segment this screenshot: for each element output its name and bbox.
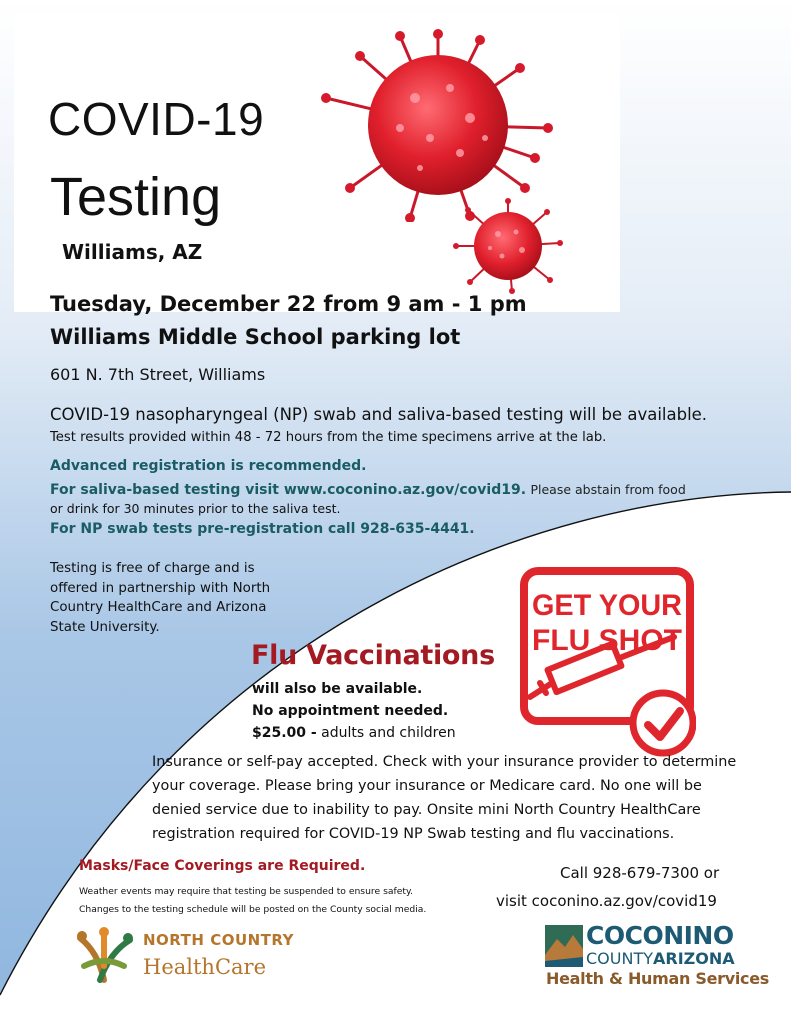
county-word: COUNTY	[586, 949, 653, 968]
location: Williams, AZ	[62, 240, 203, 264]
event-address: 601 N. 7th Street, Williams	[50, 365, 266, 384]
contact-phone: Call 928-679-7300 or	[560, 864, 720, 882]
flu-price-value: $25.00 -	[252, 725, 317, 741]
north-country-name: NORTH COUNTRY	[143, 931, 295, 949]
event-venue: Williams Middle School parking lot	[50, 325, 461, 349]
masks-required: Masks/Face Coverings are Required.	[79, 858, 366, 874]
health-human-services: Health & Human Services	[546, 969, 770, 988]
coconino-name: COCONINO	[586, 921, 734, 950]
flu-price	[252, 725, 456, 741]
flu-price-note: adults and children	[321, 725, 456, 741]
insurance-note: Insurance or self-pay accepted. Check with your insurance provider to determine your coverage. Please bring your insurance or Medicare card. No one will be denied service due to inability to pay. Onsite mini North Country HealthCare registration required for COVID-19 NP Swab testing and flu vaccinations.	[152, 754, 737, 842]
page-title: COVID-19	[48, 93, 265, 145]
testing-availability: COVID-19 nasopharyngeal (NP) swab and saliva-based testing will be available.	[50, 405, 708, 424]
saliva-note: Please abstain from food	[530, 482, 686, 497]
weather-note: Weather events may require that testing be suspended to ensure safety. Changes to the testing schedule will be posted on the County social media.	[79, 886, 427, 915]
np-swab-phone: For NP swab tests pre-registration call 928-635-4441.	[50, 521, 475, 537]
county-arizona	[586, 949, 735, 968]
checkmark-icon	[633, 693, 693, 753]
coronavirus-small-icon	[452, 198, 564, 294]
badge-line-2: FLU SHOT	[532, 624, 682, 657]
saliva-note-continued: or drink for 30 minutes prior to the saliva test.	[50, 501, 341, 516]
flu-availability: will also be available.	[252, 681, 423, 697]
flu-title: Flu Vaccinations	[251, 640, 495, 671]
coronavirus-large-icon	[320, 28, 556, 222]
registration-note: Advanced registration is recommended.	[50, 458, 367, 474]
badge-line-1: GET YOUR	[532, 589, 683, 622]
saliva-testing-line	[50, 482, 686, 498]
testing-results: Test results provided within 48 - 72 hours from the time specimens arrive at the lab.	[50, 430, 607, 445]
north-country-healthcare: HealthCare	[143, 955, 266, 979]
saliva-visit-link[interactable]: For saliva-based testing visit www.coconino.az.gov/covid19.	[50, 482, 527, 498]
flu-no-appointment: No appointment needed.	[252, 703, 449, 719]
north-country-logo-icon	[70, 926, 138, 986]
contact-website[interactable]: visit coconino.az.gov/covid19	[496, 892, 717, 910]
arizona-word: ARIZONA	[653, 949, 735, 968]
flu-shot-badge	[518, 565, 696, 765]
coconino-county-logo-icon	[545, 925, 583, 967]
page-subtitle: Testing	[50, 167, 222, 227]
event-date-time: Tuesday, December 22 from 9 am - 1 pm	[50, 292, 527, 316]
free-testing-note: Testing is free of charge and is offered in partnership with North Country HealthCare and Arizona State University.	[50, 561, 271, 635]
